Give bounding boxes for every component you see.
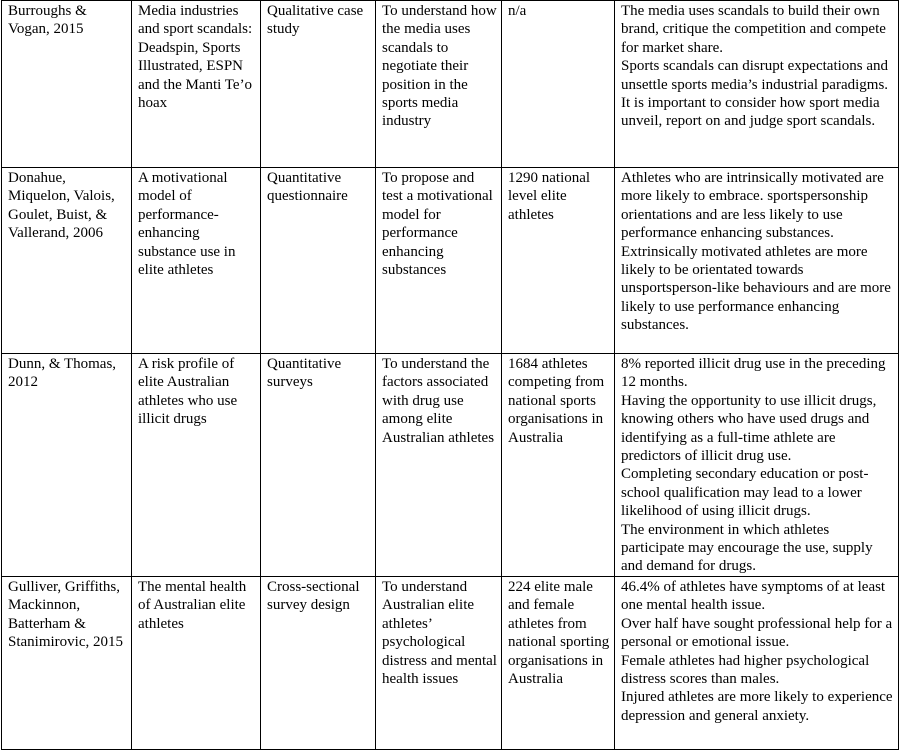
finding-text: Having the opportunity to use illicit drugs, knowing others who have used drugs and identifying as a full-time athlete are predictors of illicit drug use. [621,392,877,465]
finding-text: Female athletes had higher psychological distress scores than males. [621,652,870,687]
finding-text: 8% reported illicit drug use in the preceding 12 months. [621,356,886,391]
participants-cell: 224 elite male and female athletes from national sporting organisations in Australia [502,576,615,749]
finding-text: Over half have sought professional help for a personal or emotional issue. [621,615,893,651]
aim-cell: To understand the factors associated with drug use among elite Australian athletes [376,354,502,577]
table-row [2,1,899,168]
author-cell: Gulliver, Griffiths, Mackinnon, Batterham & Stanimirovic, 2015 [2,576,132,749]
finding-text: Completing secondary education or post-school qualification may lead to a lower likelihood of using illicit drugs. [621,466,869,520]
finding-text: Athletes who are intrinsically motivated are more likely to embrace. sportspersonship orientations and are less likely to use performance enhancing substances. [621,170,884,242]
table-row [2,576,899,749]
aim-cell: To understand how the media uses scandals to negotiate their position in the sports media industry [376,1,502,168]
findings-cell [615,576,899,749]
participants-cell: 1684 athletes competing from national sports organisations in Australia [502,354,615,577]
findings-cell [615,168,899,354]
topic-cell: The mental health of Australian elite athletes [132,576,261,749]
design-cell: Qualitative case study [261,1,376,168]
topic-cell: A risk profile of elite Australian athletes who use illicit drugs [132,354,261,577]
aim-cell: To propose and test a motivational model for performance enhancing substances [376,168,502,354]
findings-cell [615,1,899,168]
finding-text: 46.4% of athletes have symptoms of at least one mental health issue. [621,578,886,614]
finding-text: The environment in which athletes participate may encourage the use, supply and demand for drugs. [621,521,873,575]
design-cell: Cross-sectional survey design [261,576,376,749]
finding-text: Extrinsically motivated athletes are more likely to be orientated towards unsportsperson-like behaviours and are more likely to use performance enhancing substances. [621,243,891,334]
finding-text: The media uses scandals to build their own brand, critique the competition and compete for market share. [621,3,886,56]
design-cell: Quantitative surveys [261,354,376,577]
author-cell: Dunn, & Thomas, 2012 [2,354,132,577]
table-row [2,354,899,577]
author-cell: Burroughs & Vogan, 2015 [2,1,132,168]
table-row [2,168,899,354]
topic-cell: Media industries and sport scandals: Deadspin, Sports Illustrated, ESPN and the Manti Te’o hoax [132,1,261,168]
findings-cell [615,354,899,577]
participants-cell: 1290 national level elite athletes [502,168,615,354]
finding-text: Injured athletes are more likely to experience depression and general anxiety. [621,689,893,724]
finding-text: It is important to consider how sport media unveil, report on and judge sport scandals. [621,95,880,130]
topic-cell: A motivational model of performance-enhancing substance use in elite athletes [132,168,261,354]
participants-cell: n/a [502,1,615,168]
literature-review-table [1,0,899,750]
design-cell: Quantitative questionnaire [261,168,376,354]
finding-text: Sports scandals can disrupt expectations and unsettle sports media’s industrial paradigms. [621,58,889,93]
author-cell: Donahue, Miquelon, Valois, Goulet, Buist, & Vallerand, 2006 [2,168,132,354]
aim-cell: To understand Australian elite athletes’ psychological distress and mental health issues [376,576,502,749]
